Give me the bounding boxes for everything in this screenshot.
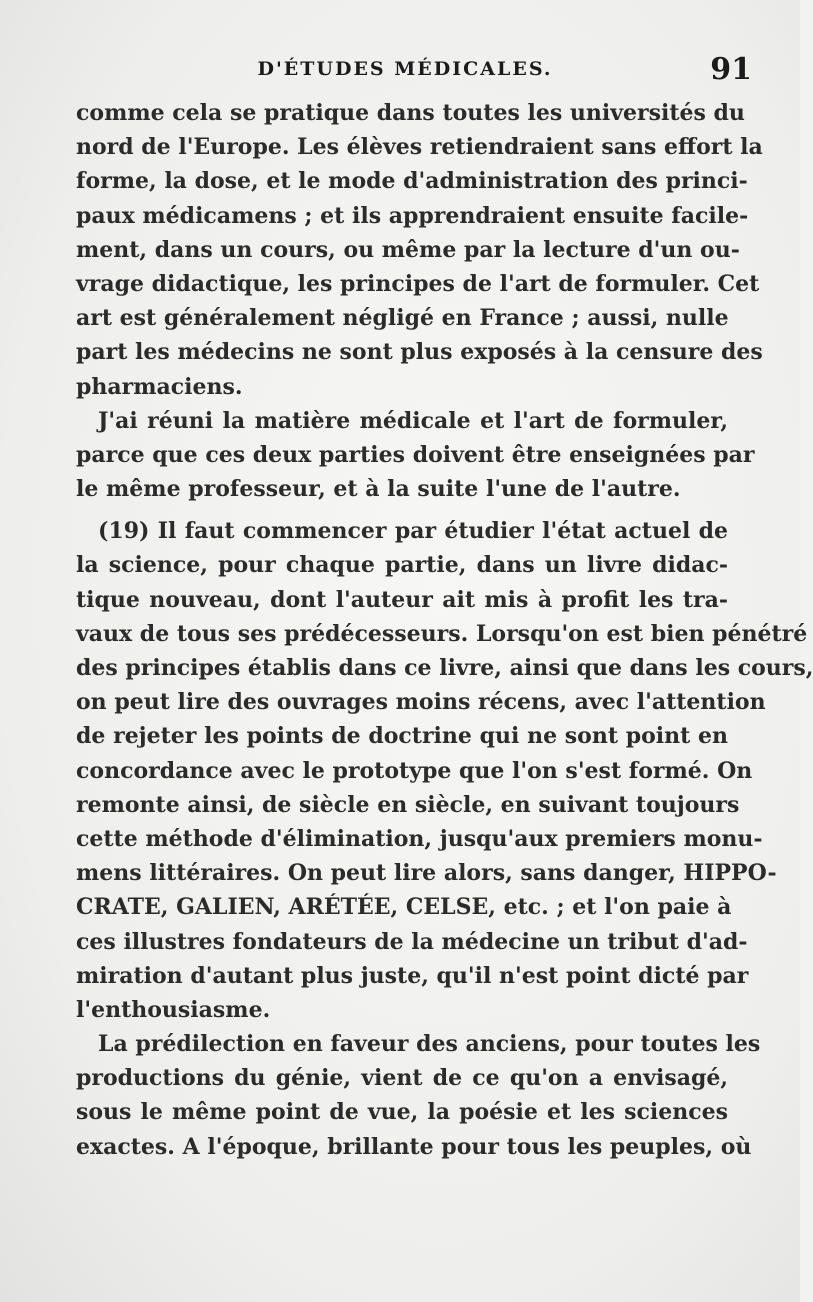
paragraph xyxy=(76,514,813,1027)
body-text xyxy=(76,96,813,1164)
text-line: tique nouveau, dont l'auteur ait mis à profit les tra- xyxy=(76,586,728,613)
text-line: la science, pour chaque partie, dans un livre didac- xyxy=(76,552,728,579)
text-line: ment, dans un cours, ou même par la lecture d'un ou- xyxy=(76,236,740,263)
text-line: mens littéraires. On peut lire alors, sans danger, HIPPO- xyxy=(76,860,777,887)
page-number: 91 xyxy=(710,52,752,87)
text-line: CRATE, GALIEN, ARÉTÉE, CELSE, etc. ; et l'on paie à xyxy=(76,894,732,921)
text-line: forme, la dose, et le mode d'administration des princi- xyxy=(76,168,748,195)
text-line: de rejeter les points de doctrine qui ne sont point en xyxy=(76,723,728,750)
text-line: nord de l'Europe. Les élèves retiendraient sans effort la xyxy=(76,134,763,161)
text-line: on peut lire des ouvrages moins récens, avec l'attention xyxy=(76,689,766,716)
text-line: cette méthode d'élimination, jusqu'aux premiers monu- xyxy=(76,825,763,852)
text-line: parce que ces deux parties doivent être enseignées par xyxy=(76,441,755,468)
text-line: le même professeur, et à la suite l'une de l'autre. xyxy=(76,476,681,503)
running-head xyxy=(0,58,800,80)
text-line: remonte ainsi, de siècle en siècle, en suivant toujours xyxy=(76,791,740,818)
paragraph xyxy=(76,96,763,404)
text-line: productions du génie, vient de ce qu'on a envisagé, xyxy=(76,1065,728,1092)
text-line: comme cela se pratique dans toutes les universités du xyxy=(76,100,745,126)
text-line: art est généralement négligé en France ; aussi, nulle xyxy=(76,305,729,332)
running-head-text: D'ÉTUDES MÉDICALES. xyxy=(257,58,553,80)
text-line: ces illustres fondateurs de la médecine un tribut d'ad- xyxy=(76,928,748,955)
text-line: miration d'autant plus juste, qu'il n'est point dicté par xyxy=(76,962,749,989)
text-line: l'enthousiasme. xyxy=(76,996,271,1023)
text-line: vaux de tous ses prédécesseurs. Lorsqu'on est bien pénétré xyxy=(76,620,808,647)
text-line: des principes établis dans ce livre, ainsi que dans les cours, xyxy=(76,655,813,681)
paragraph xyxy=(76,404,755,507)
text-line: sous le même point de vue, la poésie et les sciences xyxy=(76,1099,728,1126)
text-line: J'ai réuni la matière médicale et l'art de formuler, xyxy=(98,407,728,434)
text-line: pharmaciens. xyxy=(76,373,243,400)
paragraph xyxy=(76,1027,761,1164)
page-header xyxy=(0,50,800,90)
text-line: (19) Il faut commencer par étudier l'état actuel de xyxy=(98,518,728,545)
text-line: concordance avec le prototype que l'on s'est formé. On xyxy=(76,757,753,784)
text-line: paux médicamens ; et ils apprendraient ensuite facile- xyxy=(76,202,749,229)
text-line: La prédilection en faveur des anciens, pour toutes les xyxy=(98,1031,761,1058)
text-line: part les médecins ne sont plus exposés à la censure des xyxy=(76,339,763,366)
text-line: vrage didactique, les principes de l'art de formuler. Cet xyxy=(76,270,760,297)
text-line: exactes. A l'époque, brillante pour tous les peuples, où xyxy=(76,1133,752,1160)
